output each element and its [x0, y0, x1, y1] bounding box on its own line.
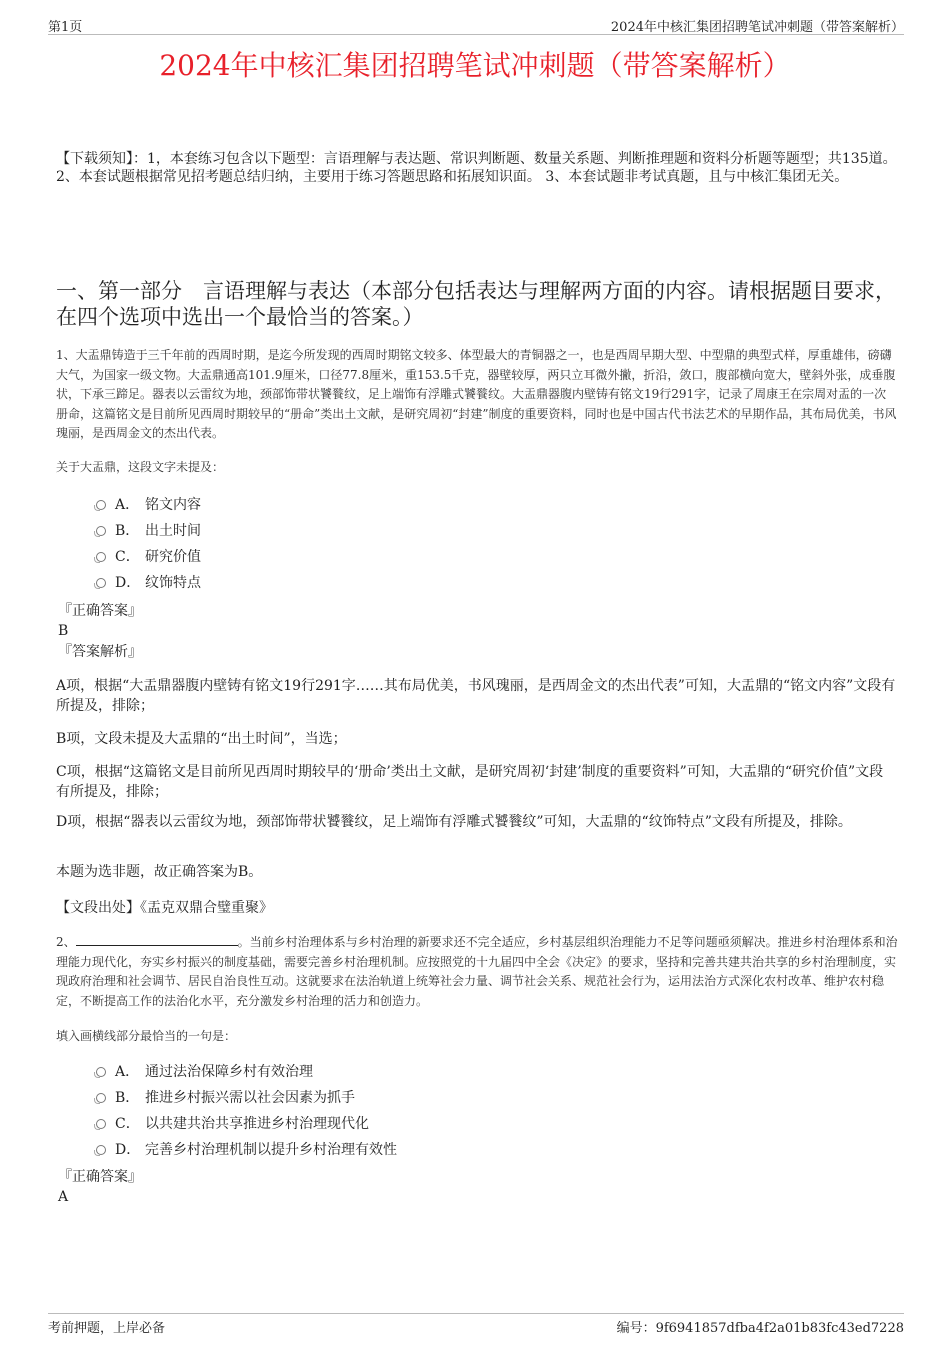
- q2-answer: A: [58, 1189, 69, 1205]
- q2-answer-label: 『正确答案』: [58, 1169, 142, 1185]
- q2-option-c[interactable]: C． 以共建共治共享推进乡村治理现代化: [96, 1111, 397, 1137]
- q2-option-d[interactable]: D． 完善乡村治理机制以提升乡村治理有效性: [96, 1137, 397, 1163]
- header-doc-title: 2024年中核汇集团招聘笔试冲刺题（带答案解析）: [610, 20, 904, 35]
- radio-icon[interactable]: [96, 526, 106, 536]
- q1-option-b[interactable]: B． 出土时间: [96, 518, 201, 544]
- q1-conclusion: 本题为选非题，故正确答案为B。: [56, 864, 263, 880]
- q2-option-b[interactable]: B． 推进乡村振兴需以社会因素为抓手: [96, 1085, 397, 1111]
- radio-icon[interactable]: [96, 552, 106, 562]
- radio-icon[interactable]: [96, 1093, 106, 1103]
- q1-option-d[interactable]: D． 纹饰特点: [96, 570, 201, 596]
- q1-option-a[interactable]: A． 铭文内容: [96, 492, 201, 518]
- page-header: [48, 14, 904, 35]
- download-notice: 【下载须知】：1，本套练习包含以下题型：言语理解与表达题、常识判断题、数量关系题、判断推理题和资料分析题等题型；共135道。 2、本套试题根据常见招考题总结归纳，主要用于练习答题思路和拓展知识面。 3、本套试题非考试真题，且与中核汇集团无关。: [56, 151, 897, 185]
- q2-stem: 2、 。当前乡村治理体系与乡村治理的新要求还不完全适应，乡村基层组织治理能力不足等问题亟须解决。推进乡村治理体系和治理能力现代化，夯实乡村振兴的制度基础，需要完善乡村治理机制。应按照党的十九届四中全会《决定》的要求，坚持和完善共建共治共享的乡村治理制度，实现政府治理和社会调节、居民自治良性互动。这就要求在法治轨道上统筹社会力量、调节社会关系、规范社会行为，运用法治方式深化农村改革、维护农村稳定，不断提高工作的法治化水平，充分激发乡村治理的活力和创造力。: [56, 935, 898, 1008]
- radio-icon[interactable]: [96, 1067, 106, 1077]
- radio-icon[interactable]: [96, 1119, 106, 1129]
- q2-options: [96, 1059, 397, 1163]
- answer-blank: [76, 934, 238, 946]
- footer-doc-id: 编号：9f6941857dfba4f2a01b83fc43ed7228: [616, 1321, 904, 1336]
- radio-icon[interactable]: [96, 500, 106, 510]
- q1-answer: B: [58, 623, 69, 639]
- footer-slogan: 考前押题，上岸必备: [48, 1321, 166, 1336]
- q2-option-a[interactable]: A． 通过法治保障乡村有效治理: [96, 1059, 397, 1085]
- q2-question: 填入画横线部分最恰当的一句是：: [56, 1029, 237, 1043]
- radio-icon[interactable]: [96, 578, 106, 588]
- q1-source: 【文段出处】《盂克双鼎合璧重聚》: [56, 900, 273, 916]
- q1-analysis-label: 『答案解析』: [58, 644, 142, 660]
- q1-analysis-d: D项，根据“器表以云雷纹为地，颈部饰带状饕餮纹，足上端饰有浮雕式饕餮纹”可知，大盂鼎的“纹饰特点”文段有所提及，排除。: [56, 814, 852, 830]
- page-footer: [48, 1313, 904, 1336]
- q1-analysis-b: B项，文段未提及大盂鼎的“出土时间”，当选；: [56, 731, 347, 747]
- section-heading: 一、第一部分 言语理解与表达（本部分包括表达与理解两方面的内容。请根据题目要求，在四个选项中选出一个最恰当的答案。）: [56, 279, 896, 329]
- radio-icon[interactable]: [96, 1145, 106, 1155]
- page-title: 2024年中核汇集团招聘笔试冲刺题（带答案解析）: [159, 49, 791, 82]
- q1-analysis-c: C项，根据“这篇铭文是目前所见西周时期较早的‘册命’类出土文献，是研究周初‘封建’制度的重要资料”可知，大盂鼎的“研究价值”文段有所提及，排除；: [56, 764, 884, 800]
- q1-options: [96, 492, 201, 596]
- q1-answer-label: 『正确答案』: [58, 603, 142, 619]
- q1-question: 关于大盂鼎，这段文字未提及：: [56, 460, 225, 474]
- q1-analysis-a: A项，根据“大盂鼎器腹内壁铸有铭文19行291字……其布局优美，书风瑰丽，是西周金文的杰出代表”可知，大盂鼎的“铭文内容”文段有所提及，排除；: [56, 678, 896, 714]
- page-number: 第1页: [48, 20, 83, 35]
- q1-stem: 1、大盂鼎铸造于三千年前的西周时期，是迄今所发现的西周时期铭文较多、体型最大的青铜器之一，也是西周早期大型、中型鼎的典型式样，厚重雄伟，磅礴大气，为国家一级文物。大盂鼎通高101.9厘米，口径77.8厘米，重153.5千克，器壁较厚，两只立耳微外撇，折沿，敛口，腹部横向宽大，壁斜外张，成垂腹状，下承三蹄足。器表以云雷纹为地，颈部饰带状饕餮纹，足上端饰有浮雕式饕餮纹。大盂鼎器腹内壁铸有铭文19行291字，记录了周康王在宗周对盂的一次册命，这篇铭文是目前所见西周时期较早的“册命”类出土文献，是研究周初“封建”制度的重要资料，同时也是中国古代书法艺术的早期作品，其布局优美，书风瑰丽，是西周金文的杰出代表。: [56, 348, 897, 440]
- q1-option-c[interactable]: C． 研究价值: [96, 544, 201, 570]
